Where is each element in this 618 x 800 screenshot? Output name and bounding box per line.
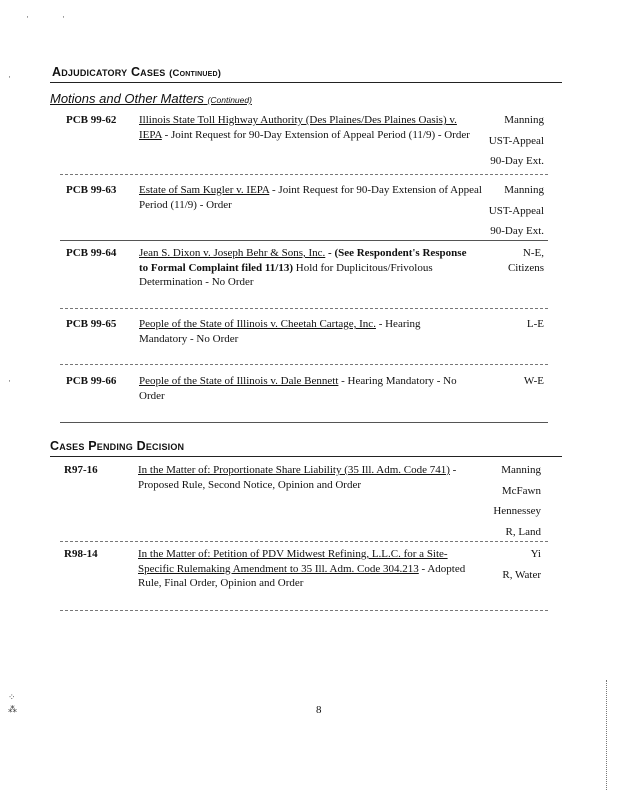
scan-speck: ⁂ (8, 704, 17, 714)
case-title: In the Matter of: Petition of PDV Midwest Refining, L.L.C. for a Site-Specific Rulemaking Amendment to 35 Ill. Adm. Code 304.213 (138, 548, 448, 575)
assignment-line: Citizens (507, 261, 544, 274)
case-action: - Joint Request for 90-Day Extension of Appeal Period (11/9) - Order (139, 184, 482, 211)
case-assignment (489, 180, 544, 242)
case-title: In the Matter of: Proportionate Share Liability (35 Ill. Adm. Code 741) (138, 464, 450, 476)
entry-divider (60, 308, 548, 309)
subsection-title-qualifier: (Continued) (207, 95, 252, 105)
case-description (139, 317, 469, 346)
entry-divider (60, 610, 548, 611)
case-description (139, 246, 469, 290)
assignment-line: McFawn (501, 484, 541, 497)
case-title: Jean S. Dixon v. Joseph Behr & Sons, Inc. (139, 247, 326, 259)
assignment-line: 90-Day Ext. (490, 155, 544, 167)
assignment-line: L-E (526, 318, 544, 330)
section-title-qualifier: (Continued) (169, 68, 222, 79)
case-action: - Hearing Mandatory - No Order (139, 318, 421, 345)
page-number: 8 (316, 704, 322, 716)
case-number: PCB 99-66 (66, 375, 117, 387)
case-number: PCB 99-64 (66, 247, 117, 259)
entry-divider (60, 364, 548, 365)
case-title: People of the State of Illinois v. Dale Bennett (139, 375, 339, 387)
entry-divider (60, 422, 548, 423)
subsection-title-text: Motions and Other Matters (50, 91, 204, 106)
section-rule (50, 456, 562, 457)
section-title-adjudicatory (52, 65, 221, 79)
assignment-line: W-E (523, 375, 544, 387)
case-title: Illinois State Toll Highway Authority (Des Plaines/Des Plaines Oasis) v. IEPA (139, 114, 457, 141)
assignment-line: Manning (504, 114, 544, 126)
subsection-title-motions (50, 91, 252, 106)
entry-divider (60, 541, 548, 542)
assignment-line: Manning (504, 184, 544, 196)
case-action: - Joint Request for 90-Day Extension of Appeal Period (11/9) - Order (161, 128, 470, 141)
case-description (138, 463, 468, 492)
section-title-text: Adjudicatory Cases (52, 65, 166, 79)
case-assignment (493, 460, 541, 542)
case-number: R97-16 (64, 464, 98, 476)
section-rule (50, 82, 562, 83)
section-title-pending (50, 439, 184, 453)
assignment-line: UST-Appeal (488, 204, 544, 217)
case-description (139, 183, 501, 212)
case-assignment (524, 371, 544, 392)
scan-speck: ⁘ (8, 692, 16, 702)
case-description (138, 547, 468, 591)
case-action: - Adopted Rule, Final Order, Opinion and Order (138, 562, 466, 589)
case-assignment (508, 243, 544, 278)
assignment-line: Manning (501, 464, 541, 476)
scan-edge-mark (606, 680, 607, 790)
case-title: People of the State of Illinois v. Cheetah Cartage, Inc. (139, 318, 376, 330)
scan-speck: · (26, 12, 29, 22)
section-title-text: Cases Pending Decision (50, 439, 185, 453)
case-assignment (527, 314, 544, 335)
assignment-line: Hennessey (493, 505, 541, 517)
case-description (139, 374, 475, 403)
case-number: R98-14 (64, 548, 98, 560)
assignment-line: N-E, (522, 247, 544, 259)
assignment-line: R, Land (505, 525, 541, 538)
case-number: PCB 99-65 (66, 318, 117, 330)
case-number: PCB 99-62 (66, 114, 117, 126)
scan-speck: · (8, 376, 11, 386)
case-description (139, 113, 479, 142)
case-assignment (502, 544, 541, 585)
assignment-line: R, Water (502, 568, 541, 581)
case-assignment (489, 110, 544, 172)
assignment-line: 90-Day Ext. (490, 225, 544, 237)
entry-divider (60, 174, 548, 175)
case-note: - (See Respondent's Response to Formal Complaint filed 11/13) (139, 247, 467, 274)
scan-speck: · (8, 72, 11, 82)
scan-speck: · (62, 12, 65, 22)
case-title: Estate of Sam Kugler v. IEPA (139, 184, 270, 196)
entry-divider (60, 240, 548, 241)
case-action: - Hearing Mandatory - No Order (139, 375, 457, 402)
case-action: - Proposed Rule, Second Notice, Opinion and Order (138, 464, 457, 491)
assignment-line: UST-Appeal (488, 134, 544, 147)
case-number: PCB 99-63 (66, 184, 117, 196)
case-action: Hold for Duplicitous/Frivolous Determination - No Order (139, 261, 433, 288)
assignment-line: Yi (530, 548, 541, 560)
